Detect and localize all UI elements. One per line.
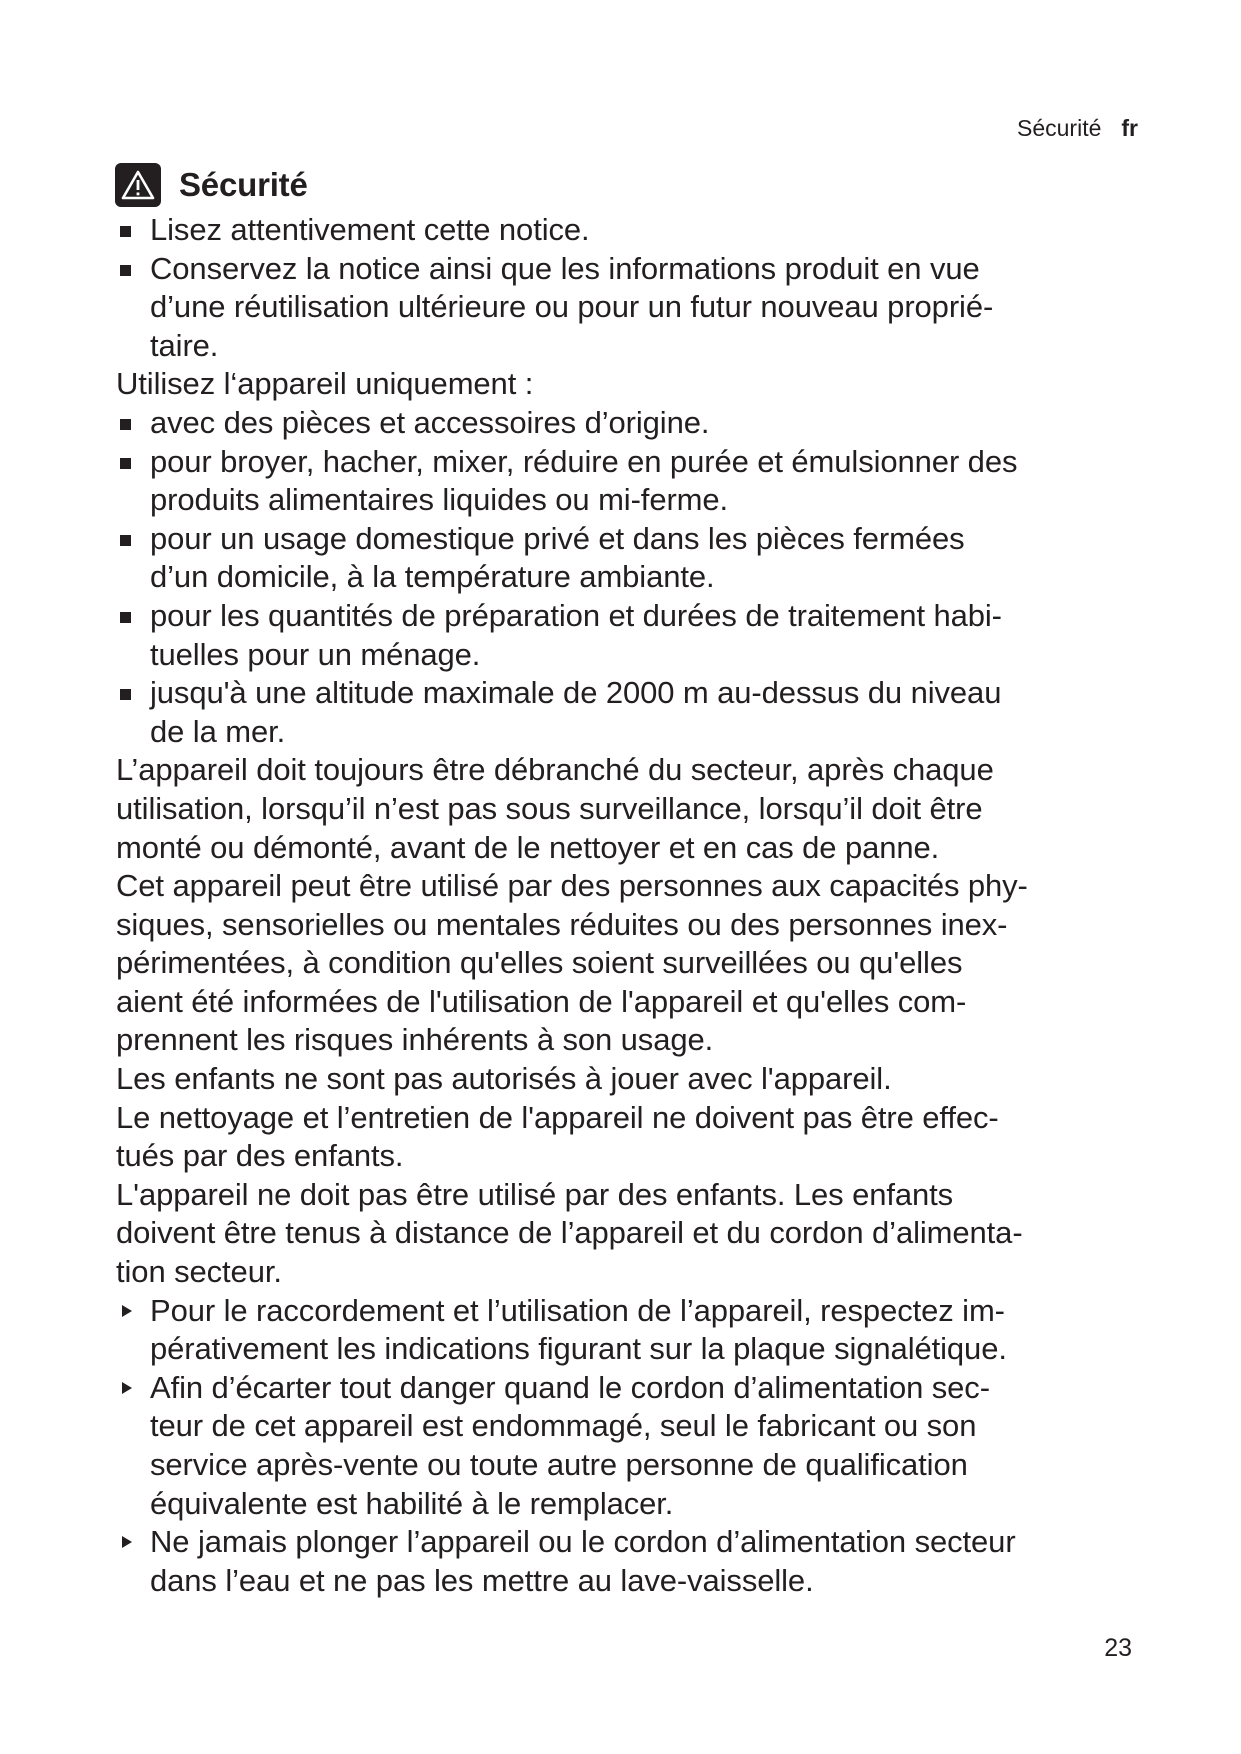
text-line: monté ou démonté, avant de le nettoyer et en cas de panne. [116, 829, 940, 865]
text-line: Afin d’écarter tout danger quand le cordon d’alimentation sec- [150, 1369, 990, 1405]
text-line: siques, sensorielles ou mentales réduites ou des personnes inex- [116, 906, 1008, 942]
text-line: d’un domicile, à la température ambiante. [150, 559, 715, 595]
text-line: Utilisez l‘appareil uniquement : [116, 366, 534, 402]
text-line: de la mer. [150, 713, 286, 749]
text-line: pour un usage domestique privé et dans les pièces fermées [150, 520, 965, 556]
square-bullet-icon [120, 535, 131, 546]
text-line: équivalente est habilité à le remplacer. [150, 1485, 674, 1521]
paragraph [116, 1176, 1146, 1292]
page-number: 23 [1104, 1634, 1132, 1662]
bullet-item [116, 404, 1146, 443]
text-line: pour les quantités de préparation et durées de traitement habi- [150, 597, 1002, 633]
running-header [1017, 114, 1138, 142]
paragraph [116, 751, 1146, 867]
text-line: Les enfants ne sont pas autorisés à jouer avec l'appareil. [116, 1061, 892, 1097]
text-line: tion secteur. [116, 1254, 282, 1290]
arrow-bullet-icon [122, 1305, 132, 1317]
text-line: L’appareil doit toujours être débranché du secteur, après chaque [116, 752, 994, 788]
bullet-item [116, 443, 1146, 520]
paragraph [116, 1099, 1146, 1176]
square-bullet-icon [120, 612, 131, 623]
paragraph [116, 867, 1146, 1060]
instruction-item [116, 1523, 1146, 1600]
text-line: L'appareil ne doit pas être utilisé par des enfants. Les enfants [116, 1176, 954, 1212]
text-line: Le nettoyage et l’entretien de l'appareil ne doivent pas être effec- [116, 1099, 999, 1135]
instruction-item [116, 1292, 1146, 1369]
square-bullet-icon [120, 458, 131, 469]
bullet-item [116, 211, 1146, 250]
text-line: pérativement les indications figurant sur la plaque signalétique. [150, 1331, 1007, 1367]
square-bullet-icon [120, 689, 131, 700]
arrow-bullet-icon [122, 1536, 132, 1548]
bullet-item [116, 597, 1146, 674]
text-line: utilisation, lorsqu’il n’est pas sous surveillance, lorsqu’il doit être [116, 790, 983, 826]
text-line: Conservez la notice ainsi que les informations produit en vue [150, 250, 980, 286]
text-line: aient été informées de l'utilisation de l'appareil et qu'elles com- [116, 983, 967, 1019]
text-line: Cet appareil peut être utilisé par des personnes aux capacités phy- [116, 868, 1028, 904]
text-line: Ne jamais plonger l’appareil ou le cordon d’alimentation secteur [150, 1524, 1016, 1560]
text-line: tués par des enfants. [116, 1138, 404, 1174]
section-title: Sécurité [179, 166, 308, 203]
square-bullet-icon [120, 226, 131, 237]
warning-triangle-icon [115, 163, 161, 207]
text-line: jusqu'à une altitude maximale de 2000 m au-dessus du niveau [150, 675, 1002, 711]
instruction-item [116, 1369, 1146, 1523]
text-line: pour broyer, hacher, mixer, réduire en purée et émulsionner des [150, 443, 1018, 479]
text-line: périmentées, à condition qu'elles soient surveillées ou qu'elles [116, 945, 963, 981]
text-line: teur de cet appareil est endommagé, seul le fabricant ou son [150, 1408, 977, 1444]
safety-text [116, 211, 1146, 1600]
text-line: d’une réutilisation ultérieure ou pour un futur nouveau proprié- [150, 289, 994, 325]
text-line: service après-vente ou toute autre personne de qualification [150, 1447, 968, 1482]
bullet-item [116, 674, 1146, 751]
text-line: produits alimentaires liquides ou mi-ferme. [150, 482, 729, 518]
bullet-item [116, 520, 1146, 597]
text-line: taire. [150, 327, 219, 363]
square-bullet-icon [120, 265, 131, 276]
text-line: Pour le raccordement et l’utilisation de l’appareil, respectez im- [150, 1292, 1005, 1328]
text-line: doivent être tenus à distance de l’appareil et du cordon d’alimenta- [116, 1215, 1023, 1251]
header-section: Sécurité [1017, 115, 1102, 141]
header-language: fr [1121, 115, 1138, 141]
text-line: dans l’eau et ne pas les mettre au lave-vaisselle. [150, 1562, 814, 1598]
paragraph [116, 1060, 1146, 1099]
bullet-item [116, 250, 1146, 366]
text-line: prennent les risques inhérents à son usage. [116, 1022, 714, 1058]
section-heading [115, 162, 308, 208]
paragraph [116, 365, 1146, 404]
text-line: tuelles pour un ménage. [150, 636, 481, 672]
text-line: avec des pièces et accessoires d’origine. [150, 404, 710, 440]
arrow-bullet-icon [122, 1382, 132, 1394]
square-bullet-icon [120, 419, 131, 430]
text-line: Lisez attentivement cette notice. [150, 212, 590, 247]
